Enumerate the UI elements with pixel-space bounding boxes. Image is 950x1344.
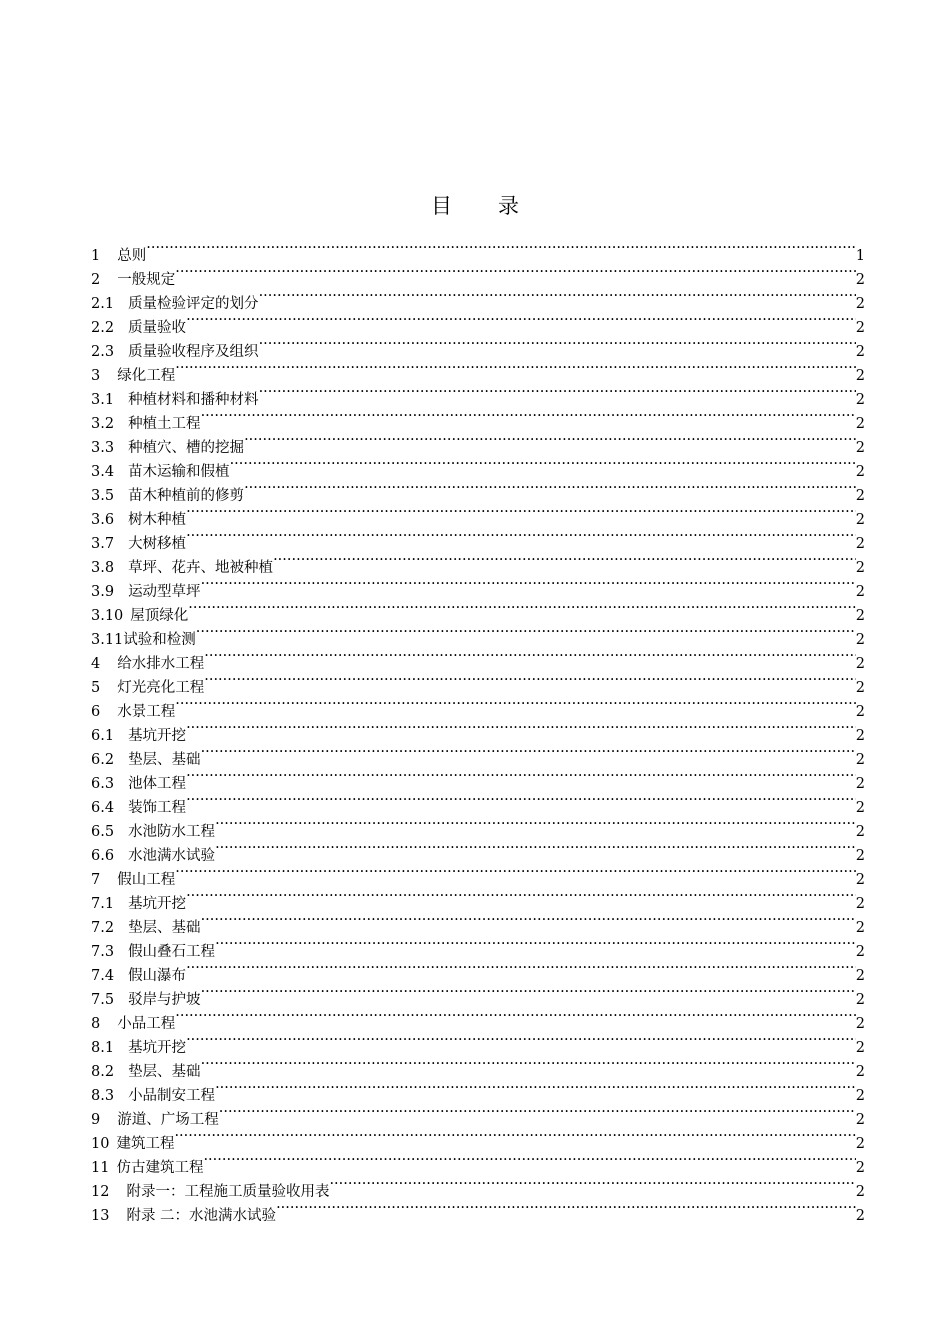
toc-entry-dot-leader [201,740,856,764]
toc-entry-number: 3.7 [91,536,115,552]
toc-entry-page-number: 2 [855,680,865,696]
toc-entry-dot-leader [201,980,856,1004]
toc-entry-label: 附录 二：水池满水试验 [126,1208,277,1224]
toc-entry-label: 一般规定 [117,272,176,288]
toc-entry [91,620,865,648]
toc-entry-number: 4 [91,656,101,672]
toc-entry-page-number: 2 [855,560,865,576]
toc-entry-dot-leader [186,956,856,980]
toc-entry-label: 树木种植 [128,512,187,528]
toc-entry-page-number: 2 [855,800,865,816]
toc-entry-label: 小品制安工程 [128,1088,216,1104]
toc-entry-number: 2.1 [91,296,115,312]
toc-entry-page-number: 2 [855,752,865,768]
toc-entry-number: 7.4 [91,968,115,984]
toc-entry-dot-leader [276,1196,856,1220]
toc-entry-label: 假山叠石工程 [128,944,216,960]
toc-entry [91,644,865,672]
toc-entry-number: 6.6 [91,848,115,864]
toc-entry-label: 垫层、基础 [128,752,201,768]
toc-entry-label: 质量检验评定的划分 [128,296,259,312]
toc-entry-number: 3.8 [91,560,115,576]
toc-entry-label: 小品工程 [117,1016,176,1032]
toc-entry-dot-leader [230,452,856,476]
toc-entry-page-number: 2 [855,1064,865,1080]
toc-entry-label: 附录一：工程施工质量验收用表 [126,1184,330,1200]
toc-entry-page-number: 2 [855,1136,865,1152]
toc-entry-number: 6.2 [91,752,115,768]
toc-entry-number: 3.1 [91,392,115,408]
toc-entry-dot-leader [174,1124,855,1148]
toc-entry-page-number: 2 [855,728,865,744]
toc-entry-dot-leader [273,548,856,572]
toc-entry-label: 驳岸与护坡 [128,992,201,1008]
toc-entry-page-number: 2 [855,536,865,552]
toc-entry [91,668,865,696]
toc-entry [91,1124,865,1152]
toc-entry-number: 3.3 [91,440,115,456]
toc-entry-dot-leader [186,524,856,548]
toc-entry-label: 大树移植 [128,536,187,552]
toc-entry [91,524,865,552]
toc-entry-label: 苗木种植前的修剪 [128,488,245,504]
toc-entry-dot-leader [196,620,856,644]
toc-entry-number: 3.9 [91,584,115,600]
toc-entry-label: 给水排水工程 [117,656,205,672]
toc-entry [91,1172,865,1200]
toc-entry-label: 运动型草坪 [128,584,201,600]
toc-entry-number: 3.6 [91,512,115,528]
toc-entry-page-number: 2 [855,1208,865,1224]
toc-entry-page-number: 2 [855,416,865,432]
toc-entry-number: 7 [91,872,101,888]
toc-entry-dot-leader [259,380,856,404]
toc-entry-number: 6.1 [91,728,115,744]
toc-entry-dot-leader [244,428,856,452]
toc-entry-label: 质量验收 [128,320,187,336]
toc-entry-number: 9 [91,1112,101,1128]
toc-entry [91,740,865,768]
toc-entry-dot-leader [215,932,856,956]
toc-entry [91,548,865,576]
toc-entry-dot-leader [203,1148,855,1172]
toc-entry-dot-leader [329,1172,855,1196]
toc-entry-page-number: 2 [855,632,865,648]
toc-entry [91,980,865,1008]
toc-entry-number: 7.5 [91,992,115,1008]
toc-entry-label: 屋顶绿化 [130,608,189,624]
toc-entry-label: 基坑开挖 [128,1040,187,1056]
toc-entry-dot-leader [201,404,856,428]
toc-entry [91,956,865,984]
toc-entry-number: 6.3 [91,776,115,792]
toc-entry-label: 苗木运输和假植 [128,464,230,480]
toc-entry-page-number: 2 [855,368,865,384]
toc-entry-label: 绿化工程 [117,368,176,384]
toc-entry-dot-leader [201,1052,856,1076]
toc-entry-number: 2 [91,272,101,288]
toc-entry-label: 水池满水试验 [128,848,216,864]
toc-entry [91,332,865,360]
toc-entry-number: 12 [91,1184,110,1200]
toc-entry-number: 8.1 [91,1040,115,1056]
toc-entry-number: 13 [91,1208,110,1224]
toc-entry-page-number: 2 [855,896,865,912]
toc-entry [91,404,865,432]
toc-entry [91,596,865,624]
toc-entry-number: 7.3 [91,944,115,960]
toc-entry [91,764,865,792]
toc-entry-dot-leader [215,836,856,860]
toc-entry-dot-leader [204,644,856,668]
toc-entry-dot-leader [215,812,856,836]
toc-entry-label: 假山工程 [117,872,176,888]
toc-entry-number: 6.4 [91,800,115,816]
toc-entry [91,428,865,456]
toc-entry-dot-leader [215,1076,856,1100]
toc-entry-page-number: 2 [855,1184,865,1200]
toc-entry [91,932,865,960]
toc-entry-dot-leader [175,356,856,380]
toc-entry [91,860,865,888]
toc-entry-page-number: 2 [855,392,865,408]
toc-entry-number: 3.4 [91,464,115,480]
toc-entry-dot-leader [186,500,856,524]
toc-entry [91,1052,865,1080]
toc-entry-page-number: 2 [855,488,865,504]
toc-entry-page-number: 2 [855,992,865,1008]
toc-entry-page-number: 2 [855,272,865,288]
toc-entry-page-number: 2 [855,1016,865,1032]
toc-entry-number: 6.5 [91,824,115,840]
toc-entry-number: 3.11 [91,632,124,648]
toc-entry-dot-leader [175,692,856,716]
toc-entry-page-number: 2 [855,944,865,960]
toc-entry [91,284,865,312]
toc-entry [91,380,865,408]
toc-entry-label: 假山瀑布 [128,968,187,984]
toc-entry-label: 游道、广场工程 [117,1112,219,1128]
toc-entry-label: 基坑开挖 [128,896,187,912]
toc-entry [91,692,865,720]
toc-entry [91,812,865,840]
toc-entry-dot-leader [244,476,856,500]
toc-entry [91,908,865,936]
toc-entry-label: 灯光亮化工程 [117,680,205,696]
toc-entry-label: 基坑开挖 [128,728,187,744]
toc-entry-dot-leader [175,1004,856,1028]
toc-entry [91,500,865,528]
toc-entry-label: 垫层、基础 [128,920,201,936]
toc-entry-page-number: 2 [855,512,865,528]
page-title [0,192,950,220]
toc-entry-page-number: 1 [855,248,865,264]
toc-entry [91,884,865,912]
toc-entry-page-number: 2 [855,704,865,720]
toc-entry-label: 质量验收程序及组织 [128,344,259,360]
toc-entry-page-number: 2 [855,776,865,792]
table-of-contents [91,236,865,1224]
toc-entry-dot-leader [186,308,856,332]
toc-entry-dot-leader [175,260,856,284]
toc-entry-number: 3.2 [91,416,115,432]
toc-entry-number: 8.2 [91,1064,115,1080]
toc-entry [91,1004,865,1032]
toc-entry-page-number: 2 [855,1160,865,1176]
toc-entry-label: 装饰工程 [128,800,187,816]
toc-entry-label: 种植土工程 [128,416,201,432]
toc-entry-number: 3.5 [91,488,115,504]
toc-entry-page-number: 2 [855,344,865,360]
toc-entry-page-number: 2 [855,1040,865,1056]
toc-entry-number: 8 [91,1016,101,1032]
toc-entry-label: 垫层、基础 [128,1064,201,1080]
toc-entry-dot-leader [204,668,856,692]
toc-entry-dot-leader [188,596,855,620]
toc-entry-page-number: 2 [855,608,865,624]
toc-entry [91,1148,865,1176]
toc-entry-dot-leader [201,572,856,596]
toc-entry-number: 11 [91,1160,110,1176]
toc-entry-number: 5 [91,680,101,696]
toc-entry-page-number: 2 [855,872,865,888]
toc-entry-label: 试验和检测 [123,632,196,648]
toc-entry [91,260,865,288]
toc-entry-number: 8.3 [91,1088,115,1104]
toc-entry-page-number: 2 [855,296,865,312]
toc-entry [91,356,865,384]
toc-entry-page-number: 2 [855,584,865,600]
toc-entry-label: 种植穴、槽的挖掘 [128,440,245,456]
toc-entry-page-number: 2 [855,656,865,672]
toc-entry-number: 7.1 [91,896,115,912]
toc-entry-dot-leader [186,764,856,788]
title-char-1: 目 [431,194,452,218]
toc-entry-number: 2.2 [91,320,115,336]
toc-entry-label: 水景工程 [117,704,176,720]
toc-entry-number: 3 [91,368,101,384]
toc-entry-page-number: 2 [855,1112,865,1128]
toc-entry-page-number: 2 [855,464,865,480]
toc-entry-dot-leader [219,1100,856,1124]
toc-entry-number: 3.10 [91,608,124,624]
toc-entry-dot-leader [186,788,856,812]
toc-entry-dot-leader [186,1028,856,1052]
toc-entry [91,308,865,336]
toc-entry-label: 草坪、花卉、地被种植 [128,560,274,576]
toc-entry [91,1028,865,1056]
toc-entry-dot-leader [146,236,856,260]
title-char-2: 录 [498,194,519,218]
toc-entry-label: 建筑工程 [116,1136,175,1152]
toc-entry-page-number: 2 [855,440,865,456]
toc-entry-label: 种植材料和播种材料 [128,392,259,408]
toc-entry-dot-leader [175,860,856,884]
toc-entry-number: 1 [91,248,101,264]
toc-entry-dot-leader [259,284,856,308]
toc-entry-page-number: 2 [855,920,865,936]
toc-entry-number: 2.3 [91,344,115,360]
toc-entry [91,716,865,744]
toc-entry-label: 池体工程 [128,776,187,792]
toc-entry-dot-leader [201,908,856,932]
toc-entry-page-number: 2 [855,320,865,336]
toc-entry-dot-leader [259,332,856,356]
toc-entry [91,236,865,264]
toc-entry-number: 7.2 [91,920,115,936]
toc-entry-page-number: 2 [855,1088,865,1104]
toc-entry-number: 6 [91,704,101,720]
toc-entry-page-number: 2 [855,824,865,840]
toc-entry-number: 10 [91,1136,110,1152]
toc-entry-page-number: 2 [855,848,865,864]
toc-entry [91,788,865,816]
toc-entry-label: 总则 [117,248,147,264]
toc-entry-dot-leader [186,716,856,740]
toc-entry-label: 水池防水工程 [128,824,216,840]
toc-entry-page-number: 2 [855,968,865,984]
toc-entry [91,1076,865,1104]
toc-entry [91,572,865,600]
toc-entry-label: 仿古建筑工程 [116,1160,204,1176]
toc-entry-dot-leader [186,884,856,908]
